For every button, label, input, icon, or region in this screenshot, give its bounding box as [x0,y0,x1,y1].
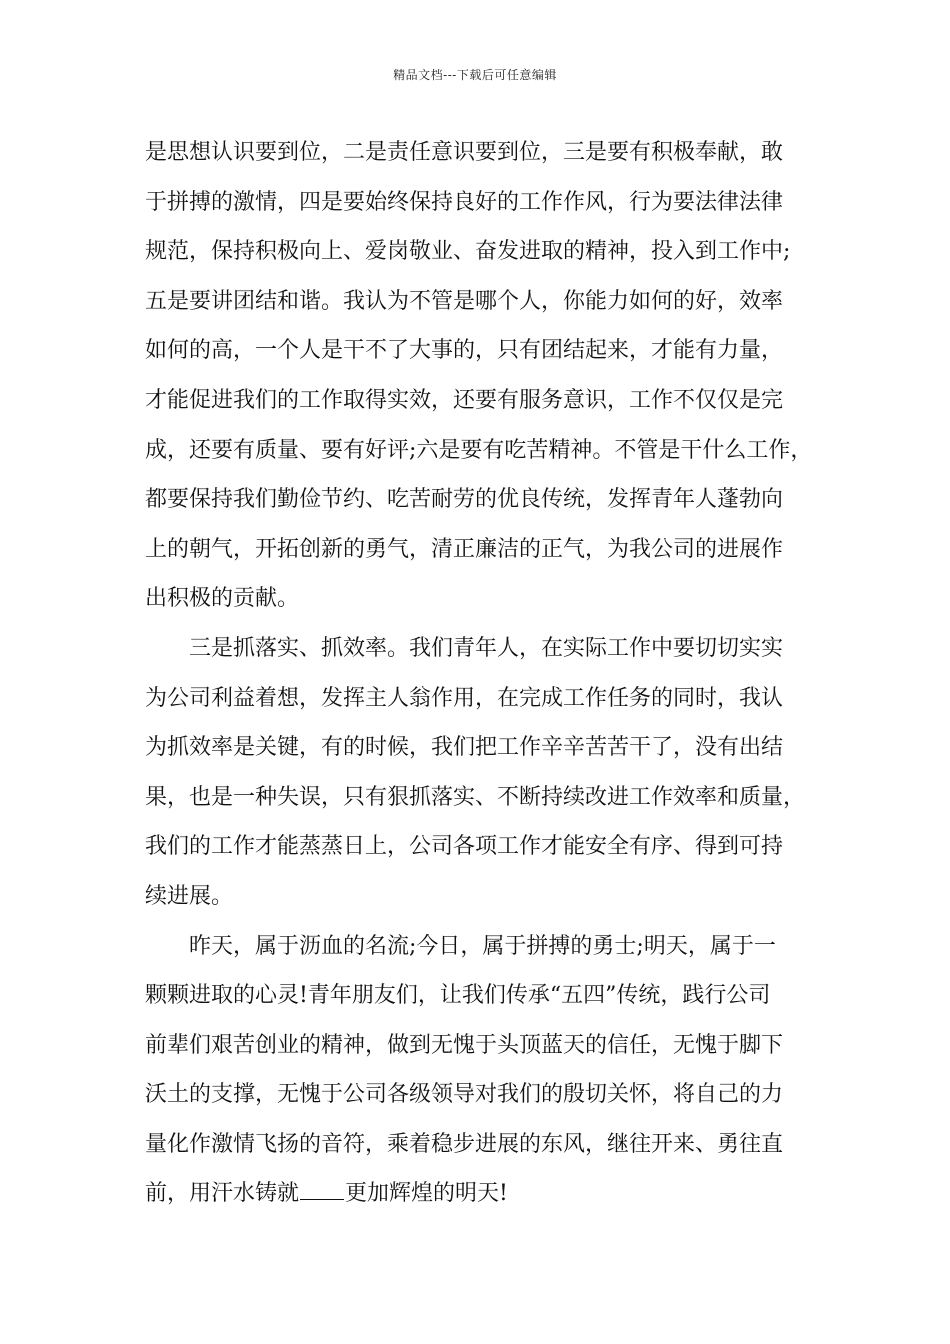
final-line-end: 更加辉煌的明天! [345,1181,508,1207]
page-header: 精品文档---下载后可任意编辑 [393,68,557,82]
final-line-start: 前，用汗水铸就 [145,1181,300,1207]
text-line: 上的朝气，开拓创新的勇气，清正廉洁的正气，为我公司的进展作 [145,536,784,562]
paragraph-1 [145,128,825,624]
paragraph-3 [145,922,825,1220]
text-line: 我们的工作才能蒸蒸日上，公司各项工作才能安全有序、得到可持 [145,834,784,860]
fill-in-blank [300,1181,344,1200]
paragraph-2 [145,624,825,922]
text-line: 成，还要有质量、要有好评;六是要有吃苦精神。不管是干什么工作， [145,437,813,463]
text-line: 都要保持我们勤俭节约、吃苦耐劳的优良传统，发挥青年人蓬勃向 [145,487,784,513]
text-line: 三是抓落实、抓效率。我们青年人，在实际工作中要切切实实 [145,635,784,661]
text-line: 如何的高，一个人是干不了大事的，只有团结起来，才能有力量， [145,338,784,364]
text-line: 昨天，属于沥血的名流;今日，属于拼搏的勇士;明天，属于一 [145,933,776,959]
text-line: 沃土的支撑，无愧于公司各级领导对我们的殷切关怀，将自己的力 [145,1082,784,1108]
text-line: 为抓效率是关键，有的时候，我们把工作辛辛苦苦干了，没有出结 [145,735,784,761]
text-line: 果，也是一种失误，只有狠抓落实、不断持续改进工作效率和质量， [145,784,806,810]
text-line: 续进展。 [145,883,234,909]
text-line: 是思想认识要到位，二是责任意识要到位，三是要有积极奉献，敢 [145,140,784,165]
text-line: 出积极的贡献。 [145,586,300,612]
document-body [145,128,825,1219]
text-line-final [145,1169,825,1219]
text-line: 五是要讲团结和谐。我认为不管是哪个人，你能力如何的好，效率 [145,288,784,314]
text-line: 于拼搏的激情，四是要始终保持良好的工作作风，行为要法律法律 [145,189,784,215]
text-line: 为公司利益着想，发挥主人翁作用，在完成工作任务的同时，我认 [145,685,784,711]
text-line: 量化作激情飞扬的音符，乘着稳步进展的东风，继往开来、勇往直 [145,1131,784,1157]
text-line: 颗颗进取的心灵!青年朋友们，让我们传承“五四”传统，践行公司 [145,983,771,1009]
text-line: 才能促进我们的工作取得实效，还要有服务意识，工作不仅仅是完 [145,387,784,413]
text-line: 规范，保持积极向上、爱岗敬业、奋发进取的精神，投入到工作中; [145,239,791,265]
text-line: 前辈们艰苦创业的精神，做到无愧于头顶蓝天的信任，无愧于脚下 [145,1032,784,1058]
